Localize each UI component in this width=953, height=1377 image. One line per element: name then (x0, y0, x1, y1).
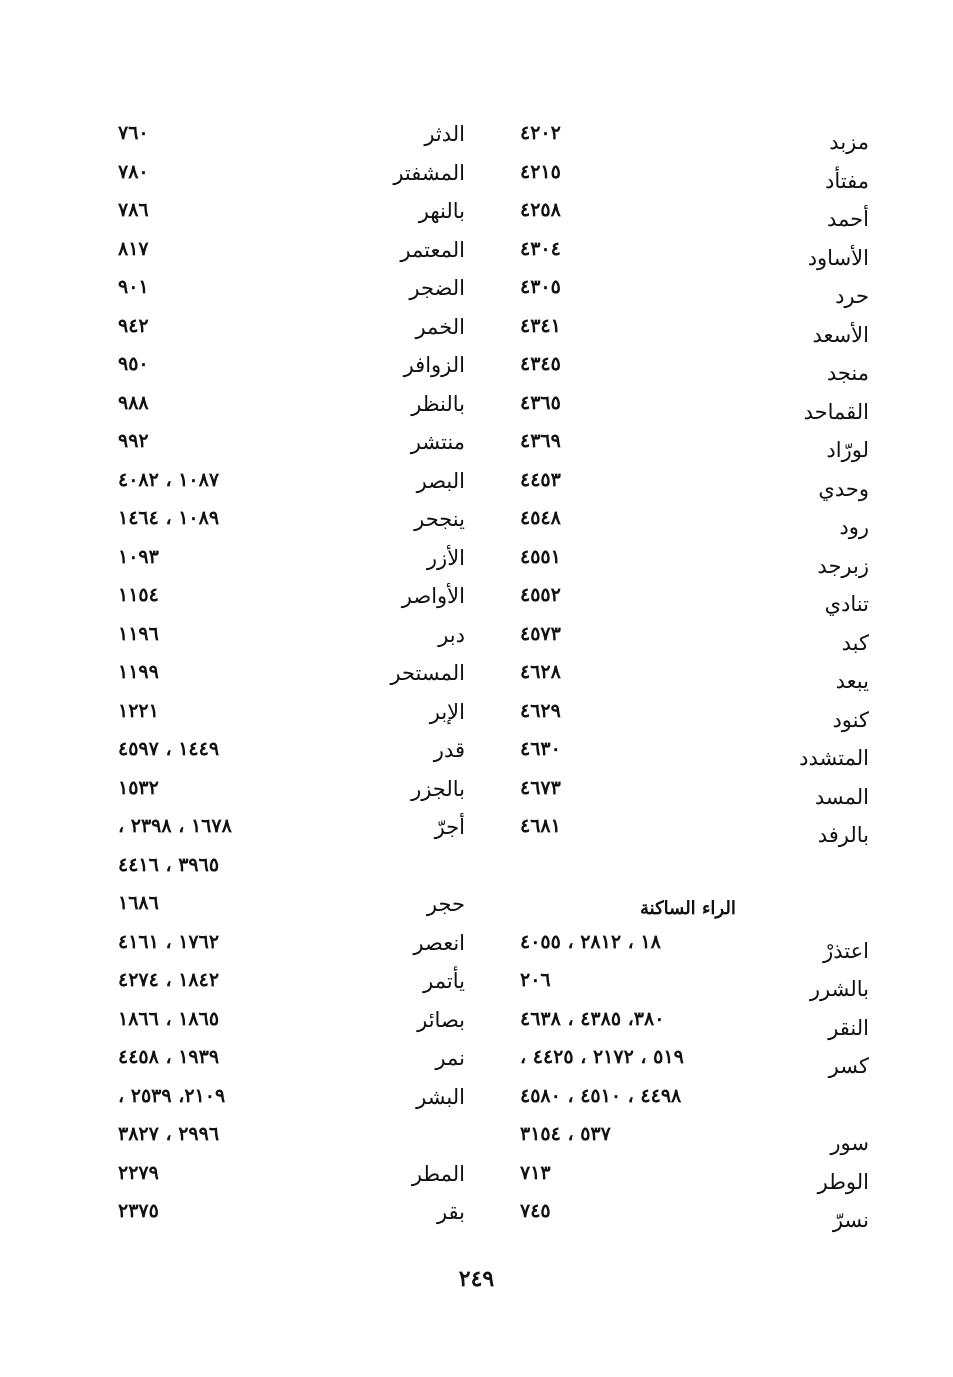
verse-reference: ١١٥٤ (118, 584, 159, 606)
index-word: الضجر (409, 276, 465, 300)
index-word-row (315, 392, 465, 431)
verse-reference-row (520, 623, 780, 662)
index-word: بالنظر (411, 391, 465, 416)
verse-reference-row (520, 469, 780, 508)
index-word: الإبر (429, 699, 465, 724)
index-word: الخمر (415, 314, 465, 339)
index-word: الأسعد (812, 322, 869, 347)
verse-reference: ٤٣٦٥ (520, 391, 561, 414)
verse-reference: ٤٦٧٣ (520, 776, 561, 799)
verse-reference-row (520, 430, 780, 469)
verse-reference: ٧٦٠ (118, 122, 149, 144)
verse-reference: ٩٨٨ (118, 391, 149, 414)
verse-reference-row (118, 854, 318, 893)
index-word: النقر (828, 1015, 869, 1040)
verse-reference: ٢٠٦ (520, 969, 551, 991)
index-word-row (315, 315, 465, 354)
page-number: ٢٤٩ (458, 1266, 495, 1292)
verse-reference: ٣٨٠، ٤٣٨٥ ، ٤٦٣٨ (520, 1007, 665, 1030)
verse-reference-row (520, 1085, 780, 1124)
verse-reference-row (118, 1046, 318, 1085)
verse-reference-row (520, 199, 780, 238)
verse-reference-row (520, 238, 780, 277)
verse-reference-row (118, 969, 318, 1008)
left-reference-column (118, 122, 318, 1239)
index-word: وحدي (818, 476, 869, 501)
index-word: كنود (832, 707, 869, 732)
index-word-row (315, 546, 465, 585)
index-word: أجرّ (434, 815, 465, 839)
verse-reference-row (520, 584, 780, 623)
verse-reference-row (520, 738, 780, 777)
verse-reference-row (118, 738, 318, 777)
index-word: اعتذرْ (823, 938, 869, 963)
index-word: المشفتر (393, 160, 465, 185)
index-word-row (315, 969, 465, 1008)
verse-reference-row (520, 1008, 780, 1047)
index-word-row (315, 931, 465, 970)
index-word: القماحد (803, 399, 869, 424)
index-word: الأزر (426, 545, 465, 570)
index-word: المطر (411, 1161, 465, 1186)
verse-reference: ١١٩٦ (118, 622, 159, 645)
verse-reference-row (118, 469, 318, 508)
index-word: المتشدد (799, 746, 869, 770)
verse-reference-row (118, 507, 318, 546)
index-word-row (315, 1008, 465, 1047)
verse-reference: ١٩٣٩ ، ٤٤٥٨ (118, 1046, 220, 1068)
verse-reference: ١٠٩٣ (118, 545, 159, 568)
verse-reference: ١٠٨٧ ، ٤٠٨٢ (118, 468, 220, 491)
index-word-row (315, 199, 465, 238)
verse-reference-row (520, 122, 780, 161)
index-word: كسر (828, 1054, 869, 1078)
verse-reference: ٩٠١ (118, 276, 149, 298)
verse-reference-row (520, 1123, 780, 1162)
verse-reference-row (118, 122, 318, 161)
verse-reference: ٤٢٠٢ (520, 122, 561, 144)
verse-reference-row (118, 700, 318, 739)
verse-reference-row (520, 854, 780, 893)
verse-reference: ٤٣٦٩ (520, 430, 561, 452)
verse-reference: ٥١٩ ، ٢١٧٢ ، ٤٤٢٥ ، (520, 1046, 684, 1068)
index-word: البشر (416, 1084, 465, 1109)
index-word: بالرفد (817, 823, 869, 847)
verse-reference-row (520, 700, 780, 739)
index-word: منجد (826, 361, 869, 385)
index-word: انعصر (413, 930, 465, 955)
index-word-row (315, 430, 465, 469)
verse-reference: ٤٢١٥ (520, 160, 561, 183)
verse-reference: ٩٩٢ (118, 430, 149, 452)
verse-reference: ٥٣٧ ، ٣١٥٤ (520, 1123, 611, 1145)
index-word: مزبد (829, 130, 869, 154)
verse-reference-row (520, 353, 780, 392)
verse-reference-row (118, 892, 318, 931)
verse-reference: ٤٦٣٠ (520, 738, 561, 760)
verse-reference: ١٥٣٢ (118, 776, 159, 799)
verse-reference: ٤٣٤١ (520, 314, 561, 337)
verse-reference-row (118, 199, 318, 238)
verse-reference-row (118, 546, 318, 585)
verse-reference-row (118, 777, 318, 816)
verse-reference-row (118, 276, 318, 315)
verse-reference: ١٨٤٢ ، ٤٢٧٤ (118, 969, 220, 991)
index-word: الأساود (807, 245, 869, 270)
index-word-row (315, 777, 465, 816)
index-word-row (315, 623, 465, 662)
verse-reference-row (520, 507, 780, 546)
index-word-row (315, 238, 465, 277)
index-word-row (315, 815, 465, 854)
left-word-column (315, 122, 465, 1239)
index-word-row (315, 469, 465, 508)
index-word-row (315, 161, 465, 200)
index-word: رود (839, 515, 869, 539)
index-word: دبر (438, 622, 465, 647)
verse-reference: ١٢٢١ (118, 699, 159, 722)
index-word-row (315, 1162, 465, 1201)
index-word: زبرجد (817, 553, 869, 578)
verse-reference: ٧٤٥ (520, 1200, 551, 1222)
verse-reference: ١٦٨٦ (118, 892, 159, 914)
index-word: كبد (841, 630, 869, 655)
verse-reference: ٤٤٥٣ (520, 468, 561, 491)
verse-reference-row (520, 661, 780, 700)
verse-reference: ٣٩٦٥ ، ٤٤١٦ (118, 853, 220, 876)
verse-reference-row (520, 931, 780, 970)
verse-reference-row (520, 392, 780, 431)
verse-reference: ١٠٨٩ ، ١٤٦٤ (118, 507, 220, 529)
index-word: المسد (814, 784, 869, 809)
verse-reference-row (118, 1123, 318, 1162)
index-word: الأواصر (401, 584, 465, 608)
verse-reference-row (520, 1046, 780, 1085)
verse-reference: ٤٥٤٨ (520, 507, 561, 529)
index-word: نسرّ (832, 1208, 869, 1232)
index-word: حجر (426, 892, 465, 916)
index-word: تنادي (824, 592, 869, 616)
verse-reference-row (520, 546, 780, 585)
index-word: يأتمر (423, 969, 465, 993)
index-word-row (315, 892, 465, 931)
verse-reference: ١٨ ، ٢٨١٢ ، ٤٠٥٥ (520, 930, 661, 953)
index-word: الدثر (424, 122, 465, 146)
verse-reference: ١٦٧٨ ، ٢٣٩٨ ، (118, 815, 232, 837)
index-word: بقر (436, 1200, 465, 1224)
index-word: الوطر (817, 1169, 869, 1194)
verse-reference-row (520, 1200, 780, 1239)
index-word: لورّاد (826, 438, 869, 462)
verse-reference-row (118, 315, 318, 354)
index-word-row (315, 700, 465, 739)
verse-reference: ٩٥٠ (118, 353, 149, 375)
verse-reference: ٢٢٧٩ (118, 1161, 159, 1184)
index-word-row (315, 738, 465, 777)
section-heading: الراء الساكنة (640, 898, 736, 919)
index-word: الزوافر (403, 353, 465, 377)
index-word-row (315, 353, 465, 392)
verse-reference: ٤٣٠٤ (520, 237, 561, 260)
index-word-row (315, 854, 465, 893)
index-word: منتشر (410, 430, 465, 454)
verse-reference-row (118, 661, 318, 700)
verse-reference-row (520, 815, 780, 854)
index-word: بالجزر (411, 776, 465, 801)
verse-reference-row (118, 161, 318, 200)
verse-reference-row (118, 1200, 318, 1239)
index-word-row (315, 1085, 465, 1124)
verse-reference-row (520, 161, 780, 200)
verse-reference-row (118, 1008, 318, 1047)
index-word: المستحر (390, 661, 465, 685)
index-word: يبعد (835, 669, 869, 693)
index-word-row (315, 584, 465, 623)
index-word: أحمد (827, 207, 869, 231)
verse-reference: ٨١٧ (118, 237, 149, 260)
index-word: قدر (433, 738, 465, 762)
verse-reference: ٤٥٧٣ (520, 622, 561, 645)
verse-reference: ٤٦٨١ (520, 815, 561, 837)
verse-reference-row (118, 1085, 318, 1124)
verse-reference: ٧١٣ (520, 1161, 551, 1184)
index-word: سور (830, 1131, 869, 1155)
index-word: بالنهر (418, 199, 465, 223)
index-word: البصر (416, 468, 465, 493)
right-reference-column (520, 122, 780, 1239)
index-word: ينجحر (414, 507, 465, 531)
index-word-row (315, 122, 465, 161)
index-word-row (315, 1123, 465, 1162)
index-word: بصائر (417, 1007, 465, 1032)
verse-reference: ٤٣٠٥ (520, 276, 561, 298)
index-word-row (315, 276, 465, 315)
index-word-row (315, 1200, 465, 1239)
verse-reference-row (520, 315, 780, 354)
verse-reference-row (118, 1162, 318, 1201)
verse-reference: ٧٨٦ (118, 199, 149, 221)
verse-reference: ٩٤٢ (118, 314, 149, 337)
verse-reference: ١٧٦٢ ، ٤١٦١ (118, 930, 220, 953)
verse-reference-row (118, 623, 318, 662)
verse-reference: ٤٥٥٢ (520, 584, 561, 606)
index-word: حرد (835, 284, 869, 308)
verse-reference: ٤٣٤٥ (520, 353, 561, 375)
verse-reference: ٢١٠٩، ٢٥٣٩ ، (118, 1084, 226, 1107)
verse-reference-row (118, 584, 318, 623)
verse-reference-row (118, 815, 318, 854)
verse-reference: ٤٦٢٩ (520, 699, 561, 722)
index-word: بالشرر (809, 977, 869, 1001)
verse-reference-row (118, 238, 318, 277)
verse-reference: ٤٤٩٨ ، ٤٥١٠ ، ٤٥٨٠ (520, 1084, 682, 1107)
verse-reference-row (520, 777, 780, 816)
index-word: المعتمر (400, 237, 465, 262)
verse-reference: ٧٨٠ (118, 160, 149, 183)
index-word-row (315, 661, 465, 700)
verse-reference: ١٤٤٩ ، ٤٥٩٧ (118, 738, 220, 760)
verse-reference-row (118, 430, 318, 469)
verse-reference: ٢٩٩٦ ، ٣٨٢٧ (118, 1123, 220, 1145)
verse-reference-row (520, 1162, 780, 1201)
index-word-row (315, 1046, 465, 1085)
verse-reference: ٤٦٢٨ (520, 661, 561, 683)
verse-reference-row (118, 392, 318, 431)
verse-reference-row (118, 353, 318, 392)
index-word-row (315, 507, 465, 546)
index-word: مفتأد (825, 168, 869, 193)
verse-reference: ٢٣٧٥ (118, 1200, 159, 1222)
index-word: نمر (435, 1046, 465, 1070)
verse-reference-row (520, 969, 780, 1008)
verse-reference: ٤٢٥٨ (520, 199, 561, 221)
verse-reference: ٤٥٥١ (520, 545, 561, 568)
verse-reference-row (520, 276, 780, 315)
verse-reference-row (118, 931, 318, 970)
verse-reference: ١٨٦٥ ، ١٨٦٦ (118, 1007, 220, 1030)
verse-reference: ١١٩٩ (118, 661, 159, 683)
